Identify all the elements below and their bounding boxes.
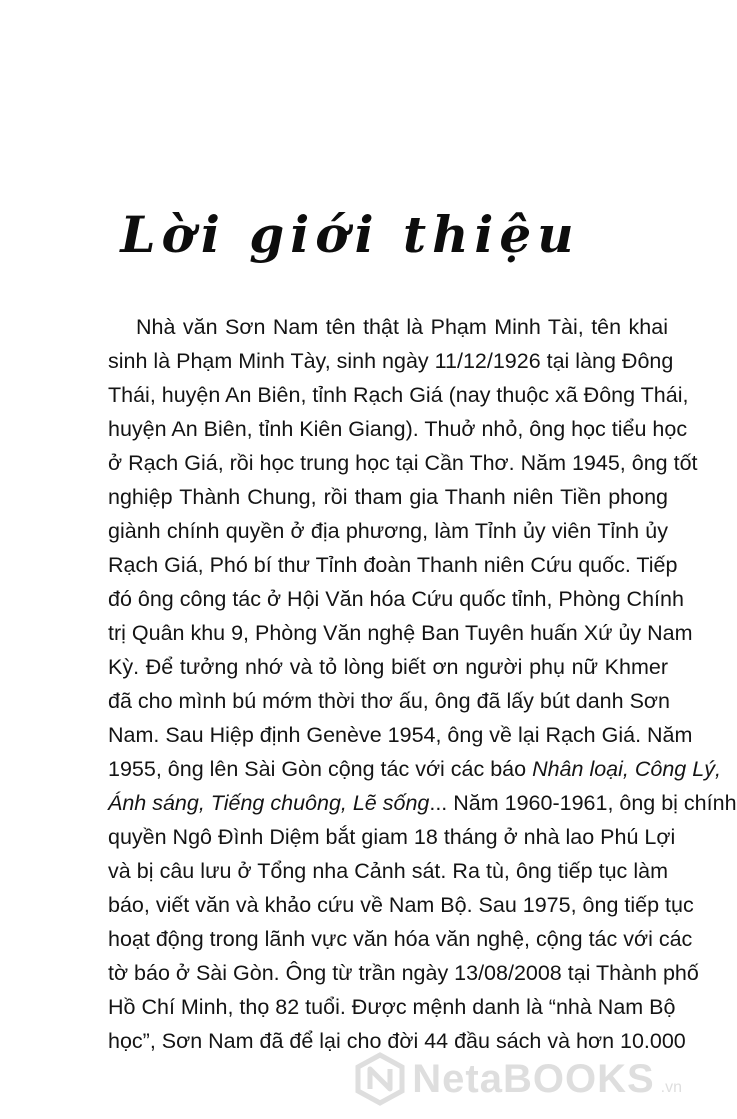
- text-line: Nam. Sau Hiệp định Genève 1954, ông về lại Rạch Giá. Năm: [108, 723, 693, 747]
- text-line-with-titles: [108, 752, 721, 786]
- intro-paragraph: [108, 310, 737, 1058]
- text-line: đã cho mình bú mớm thời thơ ấu, ông đã lấy bút danh Sơn: [108, 689, 670, 713]
- text-line: sinh là Phạm Minh Tày, sinh ngày 11/12/1926 tại làng Đông: [108, 349, 674, 373]
- publication-titles: Nhân loại, Công Lý,: [532, 757, 721, 781]
- text-line: huyện An Biên, tỉnh Kiên Giang). Thuở nhỏ, ông học tiểu học: [108, 417, 688, 441]
- text-line: hoạt động trong lãnh vực văn hóa văn nghệ, cộng tác với các: [108, 927, 693, 951]
- publication-titles: Ánh sáng, Tiếng chuông, Lẽ sống: [108, 791, 430, 815]
- text-line: báo, viết văn và khảo cứu về Nam Bộ. Sau 1975, ông tiếp tục: [108, 893, 694, 917]
- watermark-brand: NetaBOOKS: [412, 1056, 655, 1101]
- page-title: Lời giới thiệu: [120, 205, 580, 264]
- text-line: giành chính quyền ở địa phương, làm Tỉnh ủy viên Tỉnh ủy: [108, 519, 668, 543]
- text-fragment: 1955, ông lên Sài Gòn cộng tác với các báo: [108, 757, 533, 781]
- text-line: tờ báo ở Sài Gòn. Ông từ trần ngày 13/08/2008 tại Thành phố: [108, 961, 699, 985]
- text-line: Thái, huyện An Biên, tỉnh Rạch Giá (nay thuộc xã Đông Thái,: [108, 383, 689, 407]
- text-line: và bị câu lưu ở Tổng nha Cảnh sát. Ra tù, ông tiếp tục làm: [108, 859, 668, 883]
- text-fragment: ... Năm 1960-1961, ông bị chính: [429, 791, 737, 815]
- text-line: nghiệp Thành Chung, rồi tham gia Thanh niên Tiền phong: [108, 485, 668, 509]
- watermark-suffix: .vn: [660, 1079, 682, 1096]
- text-line-with-titles: [108, 786, 737, 820]
- text-line: Nhà văn Sơn Nam tên thật là Phạm Minh Tài, tên khai: [136, 315, 668, 339]
- text-line: trị Quân khu 9, Phòng Văn nghệ Ban Tuyên huấn Xứ ủy Nam: [108, 621, 693, 645]
- text-line: Rạch Giá, Phó bí thư Tỉnh đoàn Thanh niên Cứu quốc. Tiếp: [108, 553, 678, 577]
- text-line: Hồ Chí Minh, thọ 82 tuổi. Được mệnh danh là “nhà Nam Bộ: [108, 995, 676, 1019]
- neta-logo-icon: [354, 1053, 406, 1105]
- publisher-watermark: [354, 1053, 682, 1105]
- text-line: học”, Sơn Nam đã để lại cho đời 44 đầu sách và hơn 10.000: [108, 1029, 686, 1053]
- text-line: quyền Ngô Đình Diệm bắt giam 18 tháng ở nhà lao Phú Lợi: [108, 825, 676, 849]
- text-line: Kỳ. Để tưởng nhớ và tỏ lòng biết ơn người phụ nữ Khmer: [108, 655, 668, 679]
- text-line: ở Rạch Giá, rồi học trung học tại Cần Thơ. Năm 1945, ông tốt: [108, 451, 698, 475]
- text-line: đó ông công tác ở Hội Văn hóa Cứu quốc tỉnh, Phòng Chính: [108, 587, 684, 611]
